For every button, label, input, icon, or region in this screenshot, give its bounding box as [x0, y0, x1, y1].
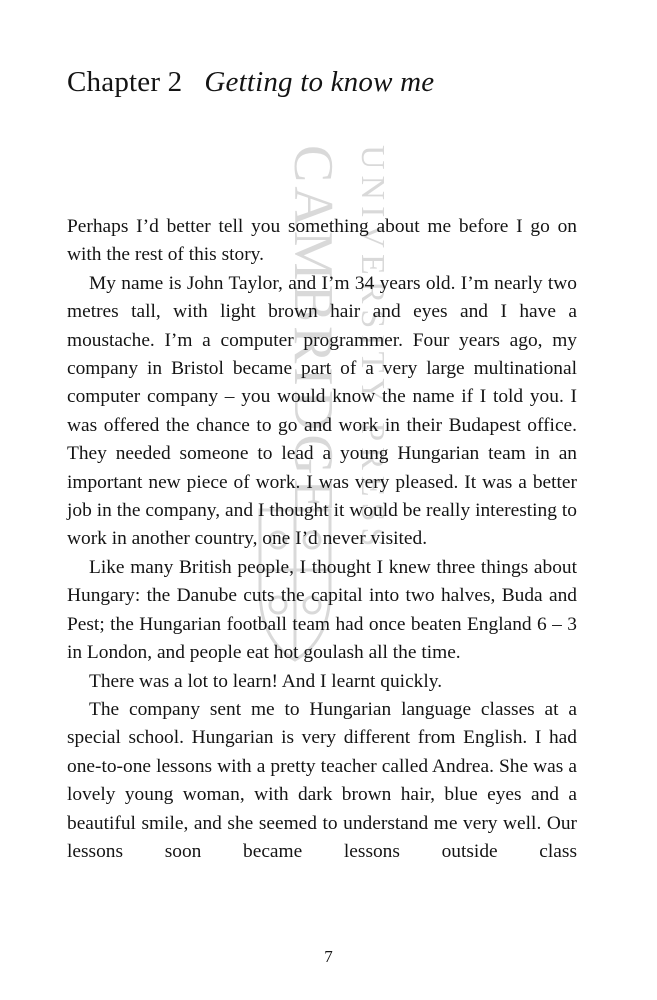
paragraph: There was a lot to learn! And I learnt quickly. [89, 670, 443, 692]
chapter-label: Chapter 2 [67, 66, 183, 98]
svg-text:CAMBRIDGE: CAMBRIDGE [282, 145, 344, 518]
chapter-title: Getting to know me [204, 66, 435, 98]
svg-text:UNIVERSITY PRESS: UNIVERSITY PRESS [354, 145, 390, 553]
paragraph: Perhaps I’d better tell you something about me before I go on with the rest of this story. [67, 216, 577, 266]
chapter-heading [67, 64, 434, 100]
chapter-body [67, 213, 577, 866]
paragraph: The company sent me to Hungarian language classes at a special school. Hungarian is very different from English. I had one-to-one lessons with a pretty teacher called Andrea. She was a lovely young woman, with dark brown hair, blue eyes and a beautiful smile, and she seemed to understand me very well. Our lessons soon became lessons outside class [67, 698, 577, 862]
paragraph: Like many British people, I thought I knew three things about Hungary: the Danube cuts the capital into two halves, Buda and Pest; the Hungarian football team had once beaten England 6 – 3 in London, and people eat hot goulash all the time. [67, 556, 577, 664]
paragraph: My name is John Taylor, and I’m 34 years old. I’m nearly two metres tall, with light brown hair and eyes and I have a moustache. I’m a computer programmer. Four years ago, my company in Bristol became part of a very large multinational computer company – you would know the name if I told you. I was offered the chance to go and work in their Budapest office. They needed someone to lead a young Hungarian team in an important new piece of work. I was very pleased. It was a better job in the company, and I thought it would be really interesting to work in another country, one I’d never visited. [67, 272, 577, 550]
page-number: 7 [324, 947, 333, 966]
